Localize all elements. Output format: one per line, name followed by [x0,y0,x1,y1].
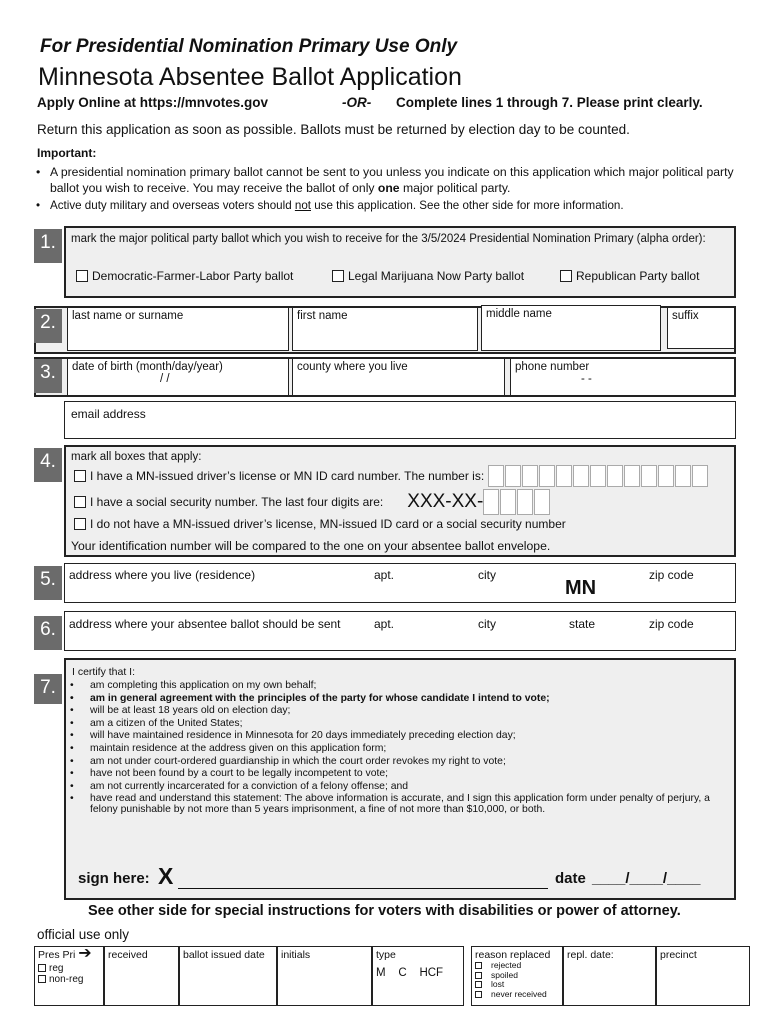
residence-city-label: city [478,568,496,582]
initials-label: initials [281,949,311,961]
certification-item: • have not been found by a court to be legally incompetent to vote; [66,768,716,781]
checkbox-legal-marijuana-now[interactable] [332,270,344,282]
important-label: Important: [37,146,97,160]
section-1-party-ballot [64,226,736,298]
ballot-state-label: state [569,617,596,631]
certification-item: • am not under court-ordered guardianship in which the court order revokes my right to vote; [66,756,716,769]
date-field[interactable]: ____/____/____ [592,870,701,887]
certify-intro: I certify that I: [72,666,136,678]
residence-zip-label: zip code [649,568,694,582]
checkbox-republican[interactable] [560,270,572,282]
certification-item: • will have maintained residence in Minnesota for 20 days immediately preceding election day; [66,730,716,743]
section-7-certification [64,658,736,900]
option-legal-marijuana-now[interactable]: Legal Marijuana Now Party ballot [332,269,524,283]
date-label: date [555,870,586,887]
certification-item: • will be at least 18 years old on election day; [66,705,716,718]
section-4-identification [64,445,736,557]
phone-separators: - - [581,373,592,385]
ballot-address-label: address where your absentee ballot should be sent [69,617,341,631]
repl-date-label: repl. date: [567,949,614,961]
type-box [372,946,464,1006]
sign-here-label: sign here: [78,870,150,887]
checkbox-no-id[interactable] [74,518,86,530]
section-3-number: 3. [34,359,62,393]
last-name-label: last name or surname [72,310,184,322]
dob-label: date of birth (month/day/year) [72,361,223,373]
important-list [34,164,734,214]
signature-line[interactable] [178,888,548,889]
apply-online-text: Apply Online at https://mnvotes.gov [37,95,269,110]
residence-apt-label: apt. [374,568,395,582]
checkbox-mn-license[interactable] [74,470,86,482]
section-6-number: 6. [34,616,62,650]
email-field[interactable] [64,401,736,439]
license-number-boxes[interactable] [488,465,708,487]
option-republican[interactable]: Republican Party ballot [560,269,699,283]
checkbox-lost[interactable] [475,981,482,988]
pres-pri-label: Pres Pri [38,949,76,961]
precinct-label: precinct [660,949,697,961]
ballot-issued-label: ballot issued date [183,949,265,961]
precinct-box [656,946,750,1006]
see-other-side-note: See other side for special instructions for voters with disabilities or power of attorney. [88,903,681,919]
first-name-label: first name [297,310,348,322]
certification-item: • maintain residence at the address given on this application form; [66,743,716,756]
email-label: email address [71,407,146,421]
residence-address-field[interactable] [64,563,736,603]
pres-pri-box: Pres Pri ➔ reg non-reg [34,946,104,1006]
checkbox-non-reg[interactable] [38,975,46,983]
certification-item: • am completing this application on my own behalf; [66,680,716,693]
party-ballot-label: mark the major political party ballot which you wish to receive for the 3/5/2024 Presidential Nomination Primary (alpha order): [71,233,706,245]
title-italic: For Presidential Nomination Primary Use Only [40,36,458,57]
ballot-issued-box [179,946,277,1006]
certification-item: • am in general agreement with the principles of the party for whose candidate I intend to vote; [66,693,716,706]
sign-x-mark: X [158,863,174,889]
first-name-field[interactable] [292,307,478,351]
checkbox-never-received[interactable] [475,991,482,998]
checkbox-reg[interactable] [38,964,46,972]
initials-box [277,946,372,1006]
return-text: Return this application as soon as possible. Ballots must be returned by election day to be counted. [37,122,630,137]
ssn-prefix: XXX-XX- [407,491,484,512]
dob-separators: / / [160,373,170,385]
checkbox-ssn[interactable] [74,496,86,508]
middle-name-field[interactable] [481,305,661,351]
last-name-field[interactable] [67,307,289,351]
option-no-id[interactable]: I do not have a MN-issued driver’s license, MN-issued ID card or a social security number [74,517,566,531]
type-options: M C HCF [376,967,444,979]
suffix-field[interactable] [667,307,735,349]
important-bullet-1: • A presidential nomination primary ballot cannot be sent to you unless you indicate on this application which major political party ballot you wish to receive. You may receive the ballot of only one major political party. [34,164,734,196]
county-label: county where you live [297,361,408,373]
option-ssn[interactable]: I have a social security number. The last four digits are: XXX-XX- [74,489,550,515]
suffix-label: suffix [672,310,699,322]
phone-field[interactable] [510,358,735,396]
section-4-number: 4. [34,448,62,482]
received-box [104,946,179,1006]
residence-state-value: MN [565,577,597,599]
certification-list [66,680,716,815]
id-compare-note: Your identification number will be compared to the one on your absentee ballot envelope. [71,539,551,553]
complete-lines-text: Complete lines 1 through 7. Please print clearly. [396,95,703,110]
id-instructions: mark all boxes that apply: [71,451,202,463]
certification-item: • am a citizen of the United States; [66,718,716,731]
certification-item: • am not currently incarcerated for a conviction of a felony offense; and [66,781,716,794]
checkbox-dfl[interactable] [76,270,88,282]
ballot-zip-label: zip code [649,617,694,631]
official-use-label: official use only [37,927,130,942]
reason-replaced-label: reason replaced [475,949,551,961]
ssn-digit-boxes[interactable] [483,489,550,515]
important-bullet-2: • Active duty military and overseas voters should not use this application. See the other side for more information. [34,198,734,214]
section-7-number: 7. [34,674,62,704]
received-label: received [108,949,148,961]
checkbox-rejected[interactable] [475,962,482,969]
dob-field[interactable] [67,358,289,396]
county-field[interactable] [292,358,505,396]
or-text: -OR- [342,95,372,110]
reason-replaced-box: reason replaced rejected spoiled lost never received [471,946,563,1006]
middle-name-label: middle name [486,308,552,320]
section-1-number: 1. [34,229,62,263]
section-5-number: 5. [34,566,62,600]
ballot-apt-label: apt. [374,617,395,631]
page-title: Minnesota Absentee Ballot Application [38,63,462,91]
section-2-number: 2. [34,309,62,343]
phone-label: phone number [515,361,590,373]
checkbox-spoiled[interactable] [475,972,482,979]
ballot-city-label: city [478,617,496,631]
ballot-address-field[interactable] [64,611,736,651]
option-dfl[interactable]: Democratic-Farmer-Labor Party ballot [76,269,293,283]
type-label: type [376,949,396,961]
repl-date-box [563,946,656,1006]
residence-address-label: address where you live (residence) [69,568,256,582]
arrow-right-icon: ➔ [78,945,92,962]
option-mn-license[interactable]: I have a MN-issued driver’s license or MN ID card number. The number is: [74,465,708,487]
certification-item: • have read and understand this statement: The above information is accurate, and I sign this application form under penalty of perjury, a felony punishable by not more than 5 years imprisonment, a fine of not more than $10,000, or both. [66,793,716,815]
